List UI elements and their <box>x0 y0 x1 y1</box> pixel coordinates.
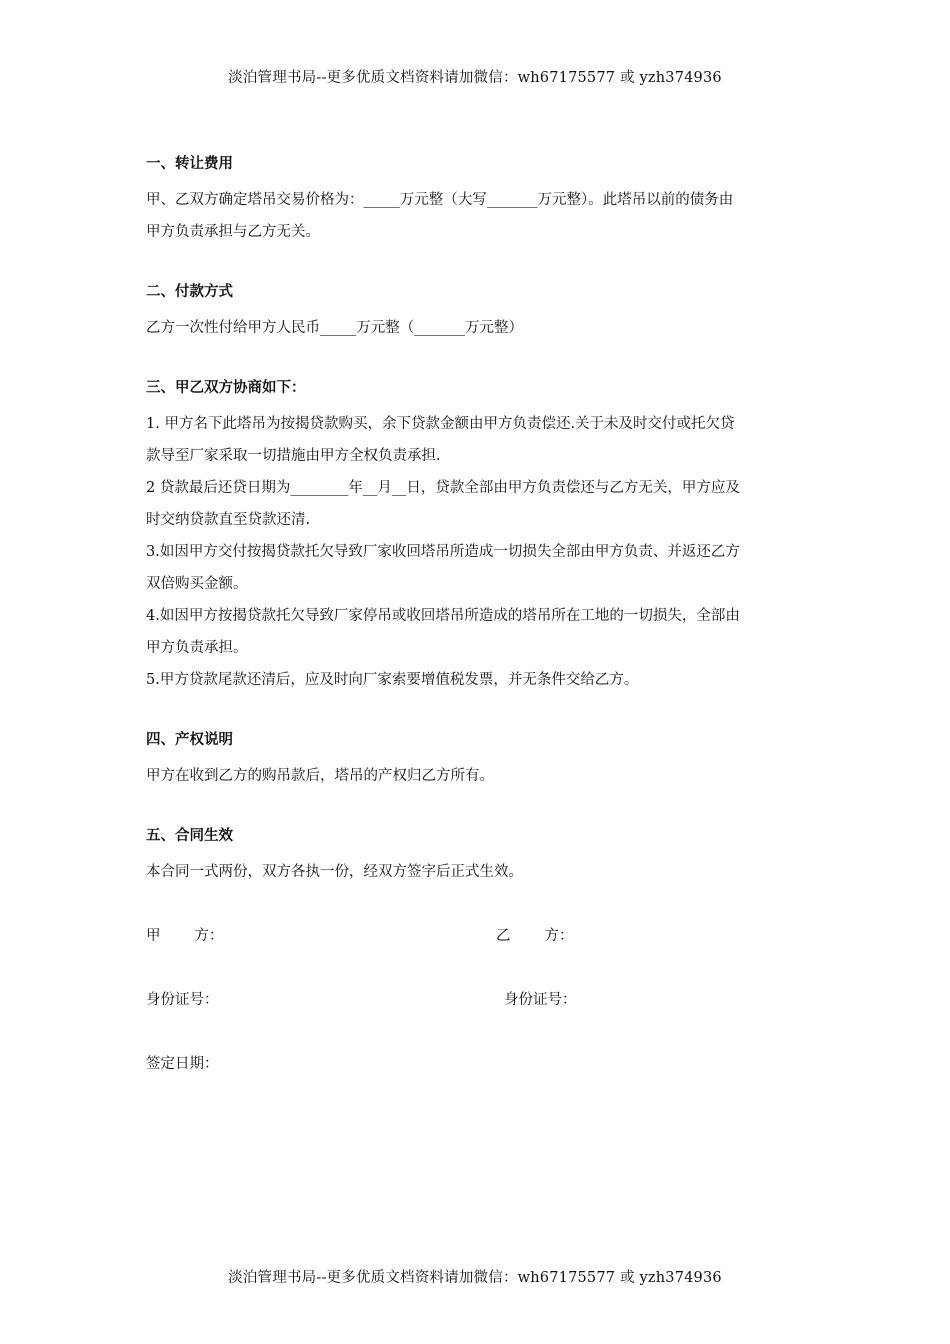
contract-body <box>146 152 802 1080</box>
party-a-id-label: 身份证号： <box>146 992 219 1008</box>
sign-date-label: 签定日期： <box>146 1056 219 1072</box>
section-ownership <box>146 728 802 792</box>
party-b-label: 乙 方： <box>496 928 574 944</box>
section-title: 二、付款方式 <box>146 284 233 300</box>
paragraph-line: 款导至厂家采取一切措施由甲方全权负责承担. <box>146 448 441 464</box>
party-b-id-label: 身份证号： <box>504 992 577 1008</box>
section-agreement-terms <box>146 376 802 696</box>
section-payment-method <box>146 280 802 344</box>
paragraph-line: 4.如因甲方按揭贷款托欠导致厂家停吊或收回塔吊所造成的塔吊所在工地的一切损失，全部由 <box>146 608 740 624</box>
paragraph-line: 本合同一式两份，双方各执一份，经双方签字后正式生效。 <box>146 864 523 880</box>
signature-date-row <box>146 1048 802 1080</box>
paragraph-line: 时交纳贷款直至贷款还清. <box>146 512 311 528</box>
section-effectiveness <box>146 824 802 888</box>
paragraph-line: 3.如因甲方交付按揭贷款托欠导致厂家收回塔吊所造成一切损失全部由甲方负责、并返还乙方 <box>146 544 740 560</box>
page-footer: 淡泊管理书局--更多优质文档资料请加微信：wh67175577 或 yzh374936 <box>228 1270 722 1286</box>
paragraph-line: 2 贷款最后还贷日期为________年__月__日，贷款全部由甲方负责偿还与乙方无关，甲方应及 <box>146 480 740 496</box>
paragraph-line: 双倍购买金额。 <box>146 576 248 592</box>
paragraph-line: 甲、乙双方确定塔吊交易价格为：_____万元整（大写_______万元整）。此塔吊以前的债务由 <box>146 192 734 208</box>
signature-party-row <box>146 920 802 952</box>
section-title: 三、甲乙双方协商如下： <box>146 380 306 396</box>
paragraph-line: 1. 甲方名下此塔吊为按揭贷款购买，余下贷款金额由甲方负责偿还.关于未及时交付或托欠贷 <box>146 416 735 432</box>
paragraph-line: 乙方一次性付给甲方人民币_____万元整（_______万元整） <box>146 320 523 336</box>
section-title: 五、合同生效 <box>146 828 233 844</box>
paragraph-line: 甲方负责承担。 <box>146 640 248 656</box>
paragraph-line: 5.甲方贷款尾款还清后，应及时向厂家索要增值税发票，并无条件交给乙方。 <box>146 672 639 688</box>
signature-id-row <box>146 984 802 1016</box>
party-a-label: 甲 方： <box>146 928 224 944</box>
section-transfer-fee <box>146 152 802 248</box>
section-title: 一、转让费用 <box>146 156 233 172</box>
paragraph-line: 甲方负责承担与乙方无关。 <box>146 224 320 240</box>
section-title: 四、产权说明 <box>146 732 233 748</box>
page-header: 淡泊管理书局--更多优质文档资料请加微信：wh67175577 或 yzh374936 <box>228 70 722 86</box>
paragraph-line: 甲方在收到乙方的购吊款后，塔吊的产权归乙方所有。 <box>146 768 494 784</box>
